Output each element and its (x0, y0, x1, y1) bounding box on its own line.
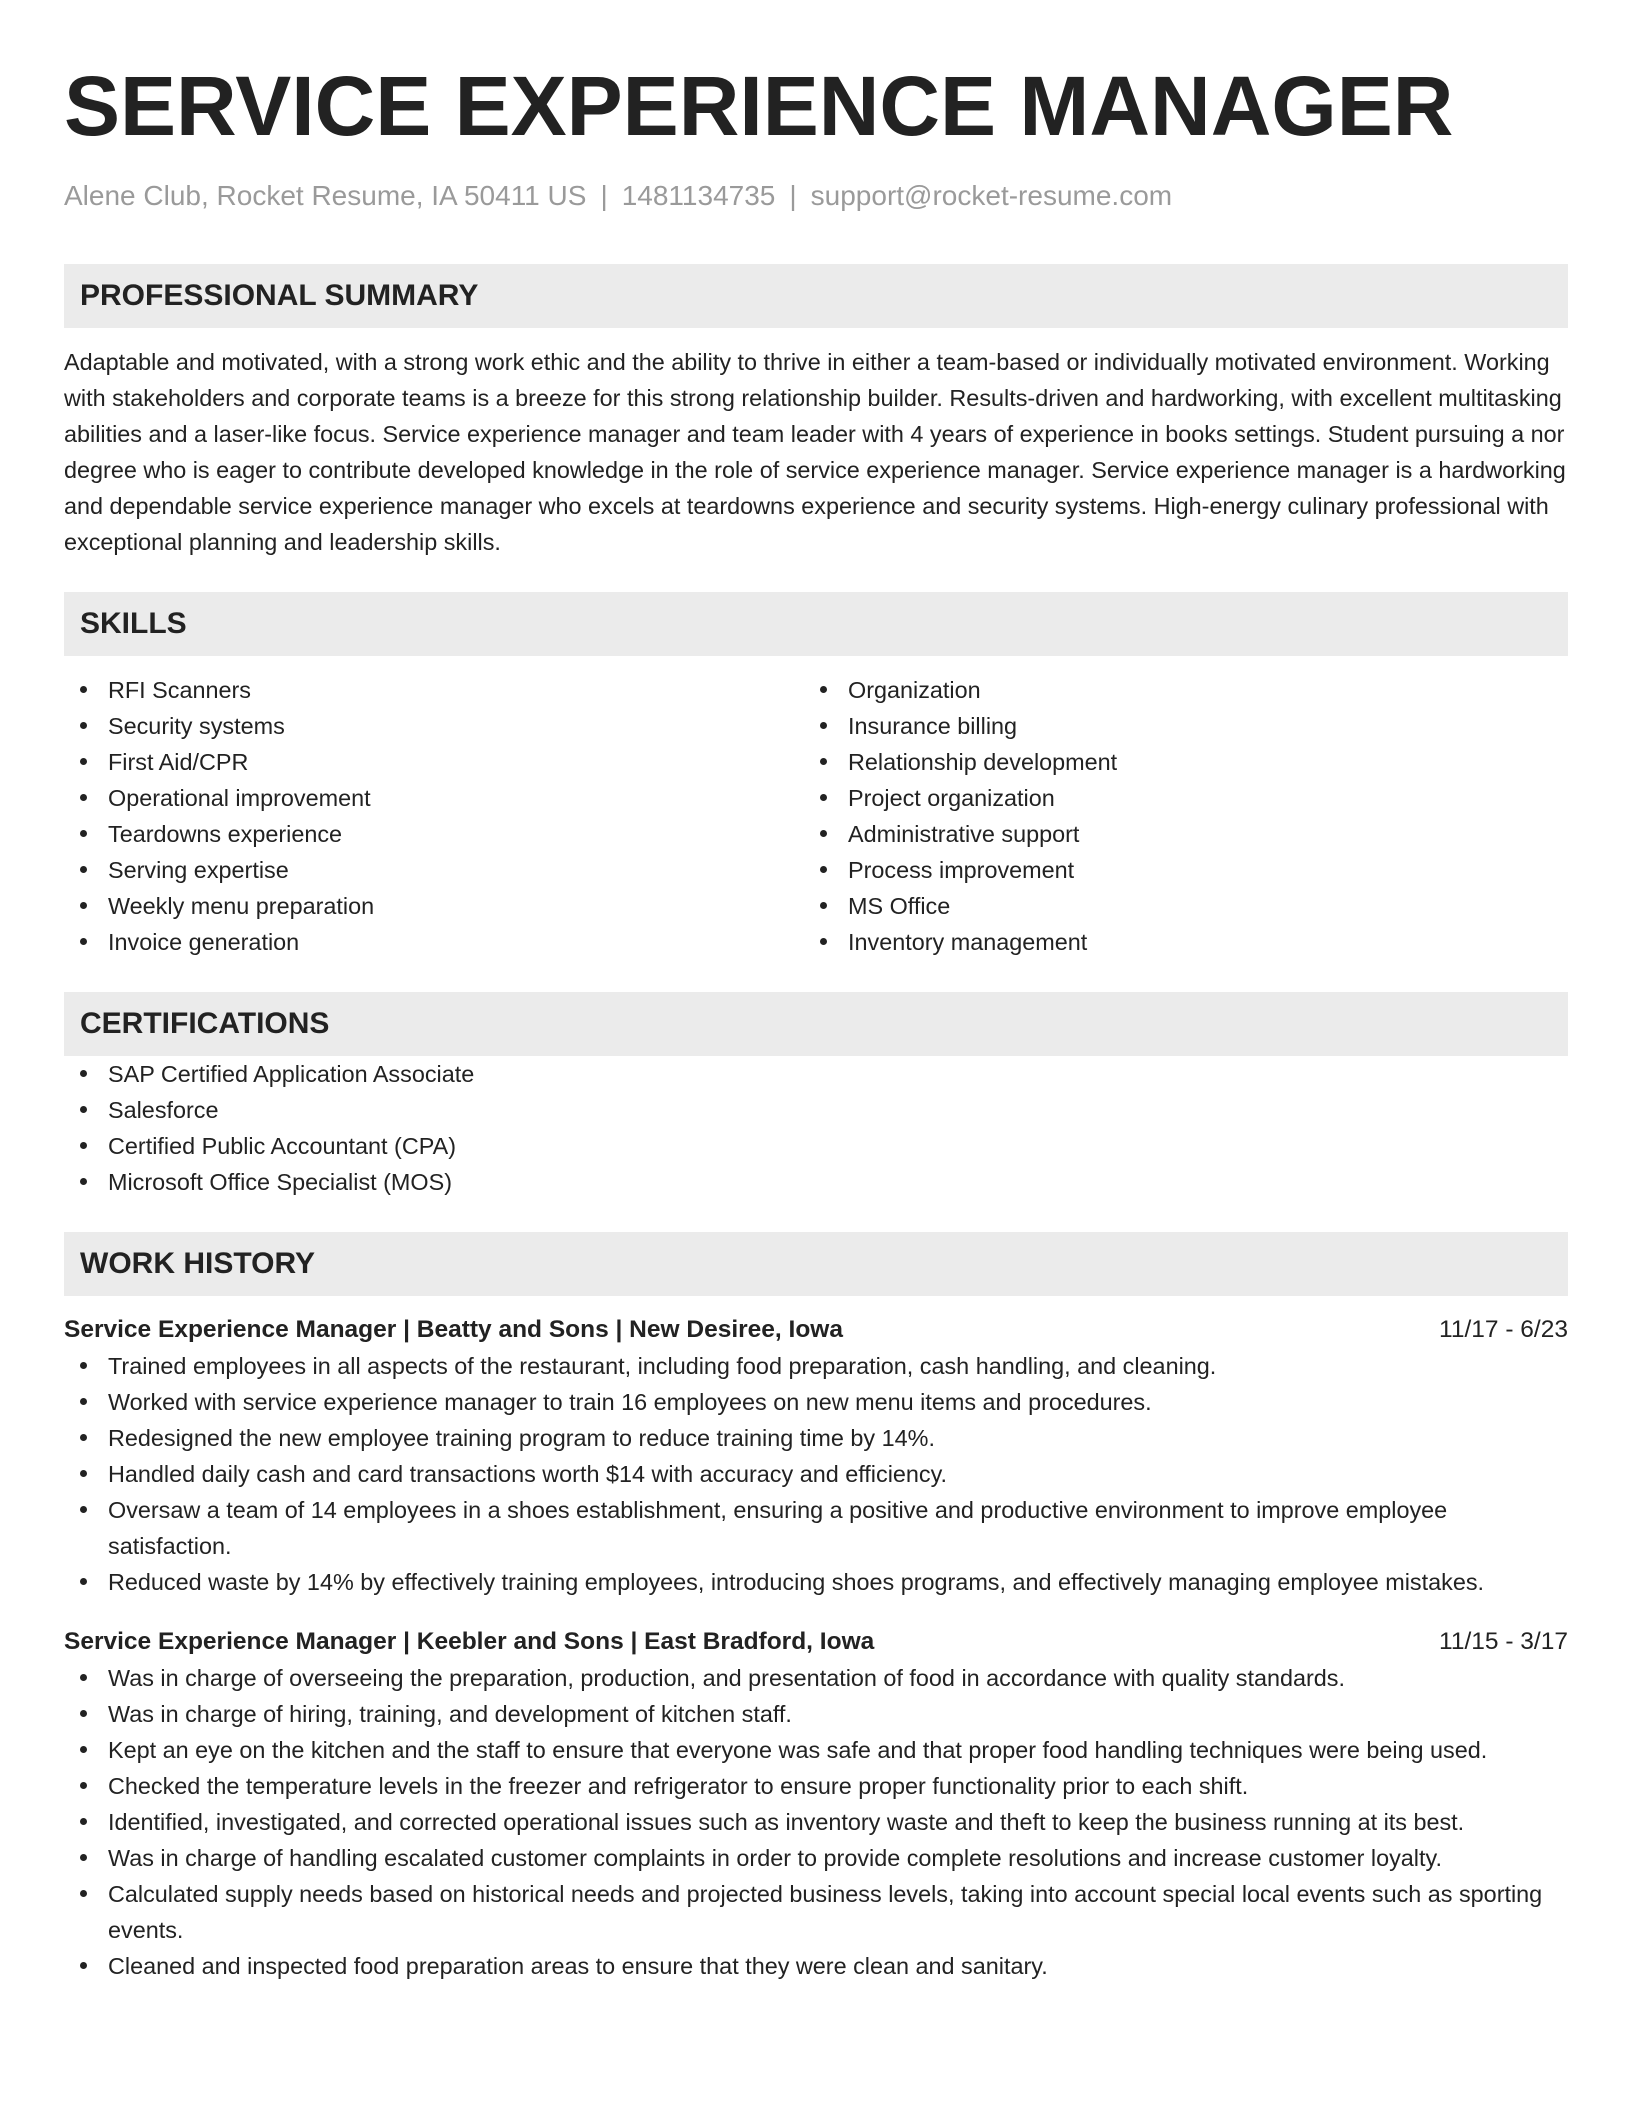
skill-item: Process improvement (804, 852, 1544, 888)
job-duty-item: Kept an eye on the kitchen and the staff to ensure that everyone was safe and that proper food handling techniques were being used. (64, 1732, 1568, 1768)
job-duty-item: Reduced waste by 14% by effectively training employees, introducing shoes programs, and effectively managing employee mistakes. (64, 1564, 1568, 1600)
contact-email: support@rocket-resume.com (810, 180, 1173, 211)
contact-line (64, 176, 1568, 216)
skill-item: Weekly menu preparation (64, 888, 804, 924)
skill-item: RFI Scanners (64, 672, 804, 708)
skill-item: First Aid/CPR (64, 744, 804, 780)
job-duties-list (64, 1660, 1568, 1984)
certification-item: Salesforce (64, 1092, 1568, 1128)
skill-item: Organization (804, 672, 1544, 708)
resume-title: SERVICE EXPERIENCE MANAGER (64, 59, 1454, 153)
contact-separator: | (600, 180, 608, 211)
job-duty-item: Identified, investigated, and corrected operational issues such as inventory waste and theft to keep the business running at its best. (64, 1804, 1568, 1840)
contact-separator: | (789, 180, 797, 211)
job-dates: 11/17 - 6/23 (1439, 1316, 1568, 1343)
skills-grid (64, 672, 1568, 960)
job-dates: 11/15 - 3/17 (1439, 1628, 1568, 1655)
certification-item: Certified Public Accountant (CPA) (64, 1128, 1568, 1164)
job-duty-item: Calculated supply needs based on historical needs and projected business levels, taking into account special local events such as sporting events. (64, 1876, 1568, 1948)
skills-list-right (804, 672, 1544, 960)
skill-item: Relationship development (804, 744, 1544, 780)
job-duty-item: Was in charge of hiring, training, and development of kitchen staff. (64, 1696, 1568, 1732)
job-duty-item: Trained employees in all aspects of the restaurant, including food preparation, cash handling, and cleaning. (64, 1348, 1568, 1384)
job-duty-item: Redesigned the new employee training program to reduce training time by 14%. (64, 1420, 1568, 1456)
job-duty-item: Handled daily cash and card transactions worth $14 with accuracy and efficiency. (64, 1456, 1568, 1492)
skill-item: Administrative support (804, 816, 1544, 852)
skill-item: Inventory management (804, 924, 1544, 960)
skill-item: Security systems (64, 708, 804, 744)
section-heading-work-history: WORK HISTORY (64, 1232, 1568, 1296)
job-duty-item: Checked the temperature levels in the freezer and refrigerator to ensure proper functionality prior to each shift. (64, 1768, 1568, 1804)
skills-list-left (64, 672, 804, 960)
skill-item: MS Office (804, 888, 1544, 924)
certification-item: Microsoft Office Specialist (MOS) (64, 1164, 1568, 1200)
skill-item: Project organization (804, 780, 1544, 816)
job-duty-item: Worked with service experience manager to train 16 employees on new menu items and procedures. (64, 1384, 1568, 1420)
job-duty-item: Cleaned and inspected food preparation areas to ensure that they were clean and sanitary. (64, 1948, 1568, 1984)
section-heading-skills: SKILLS (64, 592, 1568, 656)
job-entry (64, 1624, 1568, 1984)
summary-paragraph: Adaptable and motivated, with a strong work ethic and the ability to thrive in either a team-based or individually motivated environment. Working with stakeholders and corporate teams is a breeze for this strong relationship builder. Results-driven and hardworking, with excellent multitasking abilities and a laser-like focus. Service experience manager and team leader with 4 years of experience in books settings. Student pursuing a nor degree who is eager to contribute developed knowledge in the role of service experience manager. Service experience manager is a hardworking and dependable service experience manager who excels at teardowns experience and security systems. High-energy culinary professional with exceptional planning and leadership skills. (64, 349, 1566, 555)
certifications-list (64, 1056, 1568, 1200)
contact-address: Alene Club, Rocket Resume, IA 50411 US (64, 180, 587, 211)
job-duty-item: Oversaw a team of 14 employees in a shoes establishment, ensuring a positive and productive environment to improve employee satisfaction. (64, 1492, 1568, 1564)
skill-item: Operational improvement (64, 780, 804, 816)
job-entry (64, 1312, 1568, 1600)
skill-item: Invoice generation (64, 924, 804, 960)
job-duty-item: Was in charge of handling escalated customer complaints in order to provide complete resolutions and increase customer loyalty. (64, 1840, 1568, 1876)
job-title: Service Experience Manager | Keebler and Sons | East Bradford, Iowa (64, 1628, 875, 1655)
skill-item: Teardowns experience (64, 816, 804, 852)
section-heading-certifications: CERTIFICATIONS (64, 992, 1568, 1056)
contact-phone: 1481134735 (621, 180, 776, 211)
certification-item: SAP Certified Application Associate (64, 1056, 1568, 1092)
job-title: Service Experience Manager | Beatty and Sons | New Desiree, Iowa (64, 1316, 843, 1343)
skill-item: Insurance billing (804, 708, 1544, 744)
section-heading-summary: PROFESSIONAL SUMMARY (64, 264, 1568, 328)
job-header (64, 1312, 1568, 1348)
job-duties-list (64, 1348, 1568, 1600)
job-duty-item: Was in charge of overseeing the preparation, production, and presentation of food in accordance with quality standards. (64, 1660, 1568, 1696)
skill-item: Serving expertise (64, 852, 804, 888)
job-header (64, 1624, 1568, 1660)
